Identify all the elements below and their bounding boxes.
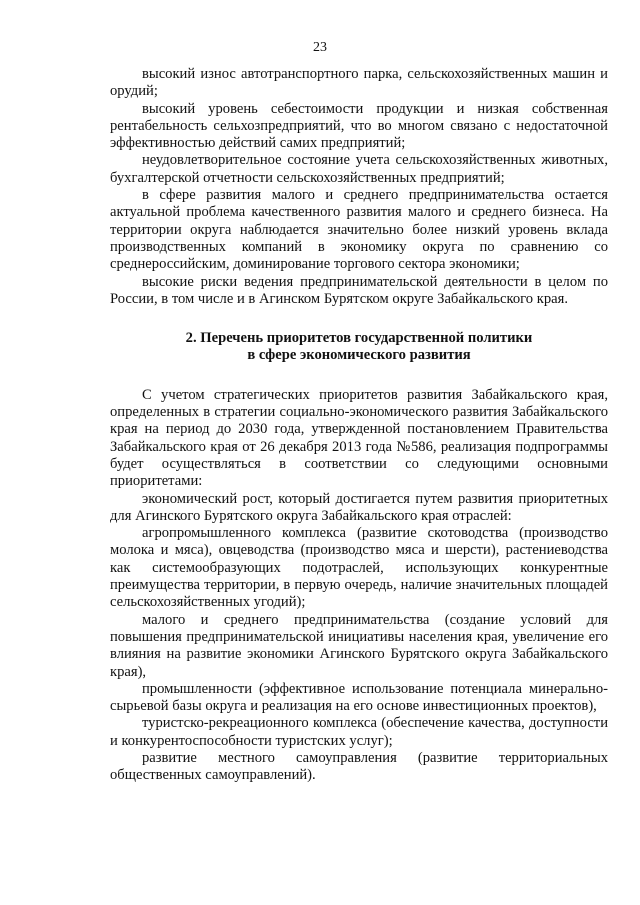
paragraph: туристско-рекреационного комплекса (обеспечение качества, доступности и конкурентоспособности туристских услуг); xyxy=(110,715,608,749)
paragraph: высокие риски ведения предпринимательской деятельности в целом по России, в том числе и в Агинском Бурятском округе Забайкальского края. xyxy=(110,273,608,307)
paragraph: высокий уровень себестоимости продукции и низкая собственная рентабельность сельхозпредприятий, что во многом связано с недостаточной эффективностью действий самих предприятий; xyxy=(110,100,608,152)
section-heading-line: 2. Перечень приоритетов государственной политики xyxy=(185,330,533,347)
paragraph: неудовлетворительное состояние учета сельскохозяйственных животных, бухгалтерской отчетности сельскохозяйственных предприятий; xyxy=(110,152,608,186)
paragraph: высокий износ автотранспортного парка, сельскохозяйственных машин и орудий; xyxy=(110,66,608,100)
paragraph: в сфере развития малого и среднего предпринимательства остается актуальной проблема качественного развития малого и среднего бизнеса. На территории округа наблюдается значительно более низкий уровень вклада производственных компаний в экономику округа по сравнению со среднероссийским, доминирование торгового сектора экономики; xyxy=(110,187,608,273)
paragraph: экономический рост, который достигается путем развития приоритетных для Агинского Бурятского округа Забайкальского края отраслей: xyxy=(110,490,608,524)
paragraph: агропромышленного комплекса (развитие скотоводства (производство молока и мяса), овцеводства (производство мяса и шерсти), растениеводства как системообразующих подотраслей, использующих конкурентные преимущества территории, в первую очередь, наличие значительных площадей сельскохозяйственных угодий); xyxy=(110,525,608,611)
paragraph: развитие местного самоуправления (развитие территориальных общественных самоуправлений). xyxy=(110,749,608,784)
paragraph: С учетом стратегических приоритетов развития Забайкальского края, определенных в стратегии социально-экономического развития Забайкальского края на период до 2030 года, утвержденной постановлением Правительства Забайкальского края от 26 декабря 2013 года №586, реализация подпрограммы будет осуществляться в соответствии со следующими основными приоритетами: xyxy=(110,386,608,490)
document-body xyxy=(110,66,608,785)
page-number: 23 xyxy=(313,40,327,55)
paragraph: малого и среднего предпринимательства (создание условий для повышения предпринимательской инициативы населения края, увеличение его влияния на развитие экономики Агинского Бурятского округа Забайкальского края), xyxy=(110,611,608,680)
paragraph: промышленности (эффективное использование потенциала минерально-сырьевой базы округа и реализация на его основе инвестиционных проектов), xyxy=(110,680,608,715)
section-heading-line: в сфере экономического развития xyxy=(247,347,471,364)
section-heading xyxy=(110,330,608,365)
